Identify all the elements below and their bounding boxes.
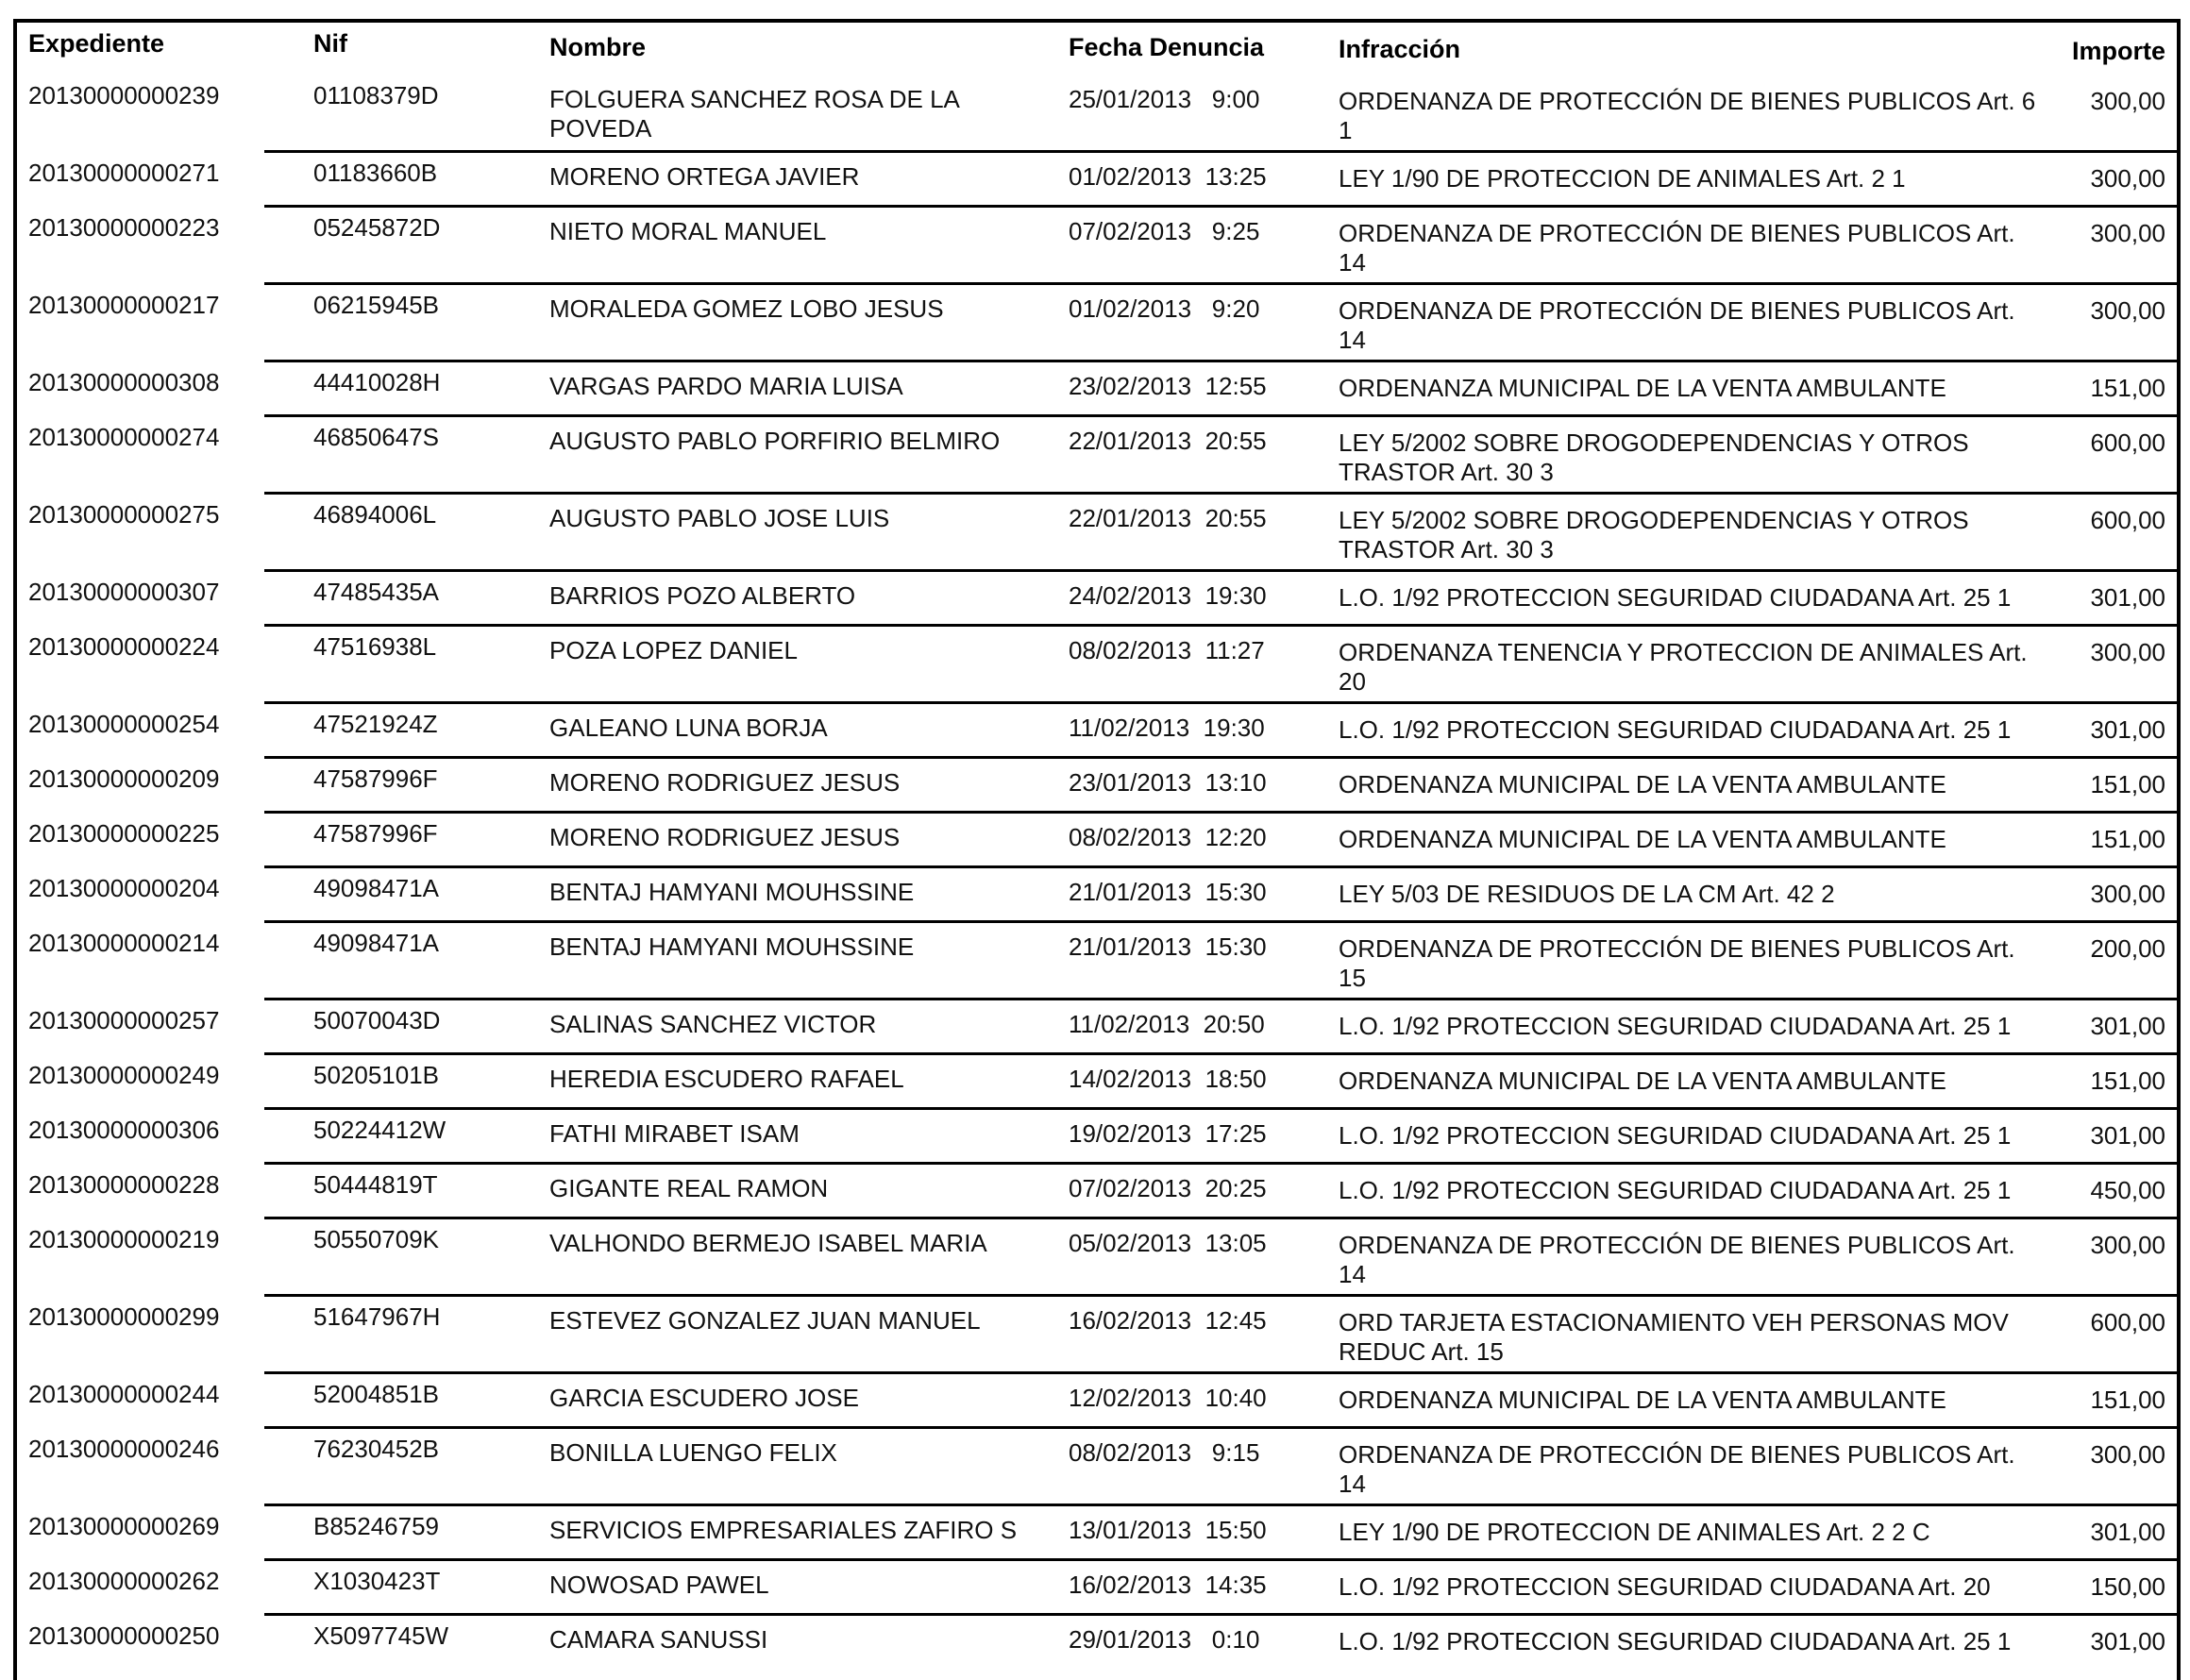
table-row	[17, 1219, 2177, 1297]
cell-nombre: FOLGUERA SANCHEZ ROSA DE LA POVEDA	[549, 85, 959, 143]
cell-nif: X1030423T	[313, 1567, 441, 1595]
cell-fecha: 11/02/2013 19:30	[1069, 714, 1265, 742]
cell-nif: 46850647S	[313, 423, 440, 451]
cell-fecha: 29/01/2013 0:10	[1069, 1625, 1260, 1654]
cell-nif: 50070043D	[313, 1006, 441, 1034]
cell-nombre: BENTAJ HAMYANI MOUHSSINE	[549, 932, 915, 961]
cell-fecha: 11/02/2013 20:50	[1069, 1010, 1265, 1038]
cell-expediente: 20130000000257	[28, 1006, 220, 1034]
header-nif: Nif	[313, 29, 347, 58]
cell-nif: 47521924Z	[313, 710, 438, 738]
cell-nif: 49098471A	[313, 874, 440, 902]
cell-fecha: 16/02/2013 12:45	[1069, 1306, 1267, 1335]
cell-infraccion: L.O. 1/92 PROTECCION SEGURIDAD CIUDADANA Art. 25 1	[1339, 1121, 2012, 1150]
cell-importe: 300,00	[2090, 1440, 2165, 1469]
cell-infraccion: ORDENANZA DE PROTECCIÓN DE BIENES PUBLICOS Art. 6 1	[1339, 87, 2036, 144]
cell-nif: 46894006L	[313, 500, 437, 529]
cell-expediente: 20130000000269	[28, 1512, 220, 1540]
cell-infraccion: LEY 5/2002 SOBRE DROGODEPENDENCIAS Y OTROS TRASTOR Art. 30 3	[1339, 428, 1969, 486]
table-row	[17, 1506, 2177, 1561]
cell-expediente: 20130000000275	[28, 500, 220, 529]
table-header	[17, 23, 2177, 76]
cell-importe: 301,00	[2090, 583, 2165, 612]
cell-importe: 450,00	[2090, 1176, 2165, 1204]
cell-expediente: 20130000000214	[28, 929, 220, 957]
cell-nif: 51647967H	[313, 1302, 441, 1331]
cell-nombre: AUGUSTO PABLO JOSE LUIS	[549, 504, 890, 532]
table-row	[17, 1165, 2177, 1219]
cell-nif: 47587996F	[313, 764, 438, 793]
table-row	[17, 1374, 2177, 1429]
cell-nombre: NIETO MORAL MANUEL	[549, 217, 827, 245]
cell-infraccion: ORDENANZA DE PROTECCIÓN DE BIENES PUBLICOS Art. 15	[1339, 934, 2015, 992]
cell-fecha: 21/01/2013 15:30	[1069, 878, 1267, 906]
header-infraccion: Infracción	[1339, 35, 1461, 63]
cell-nif: 50205101B	[313, 1061, 440, 1089]
cell-importe: 301,00	[2090, 1627, 2165, 1655]
cell-importe: 600,00	[2090, 428, 2165, 457]
cell-importe: 600,00	[2090, 1308, 2165, 1336]
cell-importe: 151,00	[2090, 374, 2165, 402]
cell-nombre: HEREDIA ESCUDERO RAFAEL	[549, 1065, 904, 1093]
cell-expediente: 20130000000306	[28, 1116, 220, 1144]
table-row	[17, 208, 2177, 285]
cell-expediente: 20130000000307	[28, 578, 220, 606]
cell-nombre: SALINAS SANCHEZ VICTOR	[549, 1010, 877, 1038]
cell-importe: 200,00	[2090, 934, 2165, 963]
cell-nif: 52004851B	[313, 1380, 440, 1408]
cell-expediente: 20130000000217	[28, 291, 220, 319]
cell-expediente: 20130000000244	[28, 1380, 220, 1408]
cell-fecha: 22/01/2013 20:55	[1069, 504, 1267, 532]
cell-infraccion: LEY 5/2002 SOBRE DROGODEPENDENCIAS Y OTROS TRASTOR Art. 30 3	[1339, 506, 1969, 563]
cell-infraccion: ORDENANZA MUNICIPAL DE LA VENTA AMBULANTE	[1339, 825, 1946, 853]
cell-expediente: 20130000000223	[28, 213, 220, 242]
cell-infraccion: L.O. 1/92 PROTECCION SEGURIDAD CIUDADANA Art. 25 1	[1339, 1627, 2012, 1655]
table-row	[17, 572, 2177, 627]
cell-importe: 300,00	[2090, 1231, 2165, 1259]
cell-nombre: ESTEVEZ GONZALEZ JUAN MANUEL	[549, 1306, 981, 1335]
table-row	[17, 153, 2177, 208]
cell-expediente: 20130000000250	[28, 1621, 220, 1650]
cell-importe: 151,00	[2090, 1067, 2165, 1095]
cell-nombre: MORENO ORTEGA JAVIER	[549, 162, 860, 191]
table-row	[17, 1616, 2177, 1671]
infractions-table	[13, 19, 2181, 1680]
table-row	[17, 627, 2177, 704]
cell-fecha: 14/02/2013 18:50	[1069, 1065, 1267, 1093]
cell-expediente: 20130000000271	[28, 159, 220, 187]
cell-expediente: 20130000000209	[28, 764, 220, 793]
cell-nif: 47485435A	[313, 578, 440, 606]
cell-fecha: 13/01/2013 15:50	[1069, 1516, 1267, 1544]
cell-fecha: 01/02/2013 9:20	[1069, 294, 1260, 323]
cell-infraccion: ORDENANZA DE PROTECCIÓN DE BIENES PUBLICOS Art. 14	[1339, 1440, 2015, 1498]
cell-fecha: 16/02/2013 14:35	[1069, 1571, 1267, 1599]
cell-infraccion: ORDENANZA DE PROTECCIÓN DE BIENES PUBLICOS Art. 14	[1339, 219, 2015, 277]
cell-fecha: 22/01/2013 20:55	[1069, 427, 1267, 455]
cell-fecha: 01/02/2013 13:25	[1069, 162, 1267, 191]
cell-nombre: BONILLA LUENGO FELIX	[549, 1438, 837, 1467]
cell-nif: 01183660B	[313, 159, 438, 187]
cell-nombre: SERVICIOS EMPRESARIALES ZAFIRO S	[549, 1516, 1018, 1544]
cell-fecha: 08/02/2013 9:15	[1069, 1438, 1260, 1467]
cell-nif: 50550709K	[313, 1225, 440, 1253]
cell-nombre: POZA LOPEZ DANIEL	[549, 636, 798, 664]
cell-nombre: MORENO RODRIGUEZ JESUS	[549, 768, 901, 797]
cell-nif: 76230452B	[313, 1435, 440, 1463]
cell-importe: 300,00	[2090, 219, 2165, 247]
table-row	[17, 868, 2177, 923]
cell-expediente: 20130000000239	[28, 81, 220, 109]
cell-nif: 49098471A	[313, 929, 440, 957]
cell-expediente: 20130000000274	[28, 423, 220, 451]
cell-infraccion: LEY 5/03 DE RESIDUOS DE LA CM Art. 42 2	[1339, 880, 1835, 908]
table-body	[17, 76, 2177, 1671]
cell-infraccion: ORDENANZA MUNICIPAL DE LA VENTA AMBULANTE	[1339, 770, 1946, 798]
cell-importe: 301,00	[2090, 1518, 2165, 1546]
cell-infraccion: ORDENANZA DE PROTECCIÓN DE BIENES PUBLICOS Art. 14	[1339, 296, 2015, 354]
table-row	[17, 1297, 2177, 1374]
cell-fecha: 24/02/2013 19:30	[1069, 581, 1267, 610]
cell-fecha: 05/02/2013 13:05	[1069, 1229, 1267, 1257]
cell-expediente: 20130000000299	[28, 1302, 220, 1331]
cell-infraccion: L.O. 1/92 PROTECCION SEGURIDAD CIUDADANA Art. 25 1	[1339, 583, 2012, 612]
header-fecha-denuncia: Fecha Denuncia	[1069, 33, 1265, 61]
cell-importe: 301,00	[2090, 1012, 2165, 1040]
cell-fecha: 23/02/2013 12:55	[1069, 372, 1267, 400]
cell-expediente: 20130000000308	[28, 368, 220, 396]
cell-fecha: 23/01/2013 13:10	[1069, 768, 1267, 797]
table-row	[17, 1429, 2177, 1506]
cell-nombre: MORALEDA GOMEZ LOBO JESUS	[549, 294, 944, 323]
cell-nombre: GALEANO LUNA BORJA	[549, 714, 828, 742]
cell-infraccion: L.O. 1/92 PROTECCION SEGURIDAD CIUDADANA Art. 25 1	[1339, 1176, 2012, 1204]
table-row	[17, 814, 2177, 868]
cell-infraccion: ORDENANZA MUNICIPAL DE LA VENTA AMBULANTE	[1339, 1386, 1946, 1414]
cell-nombre: BARRIOS POZO ALBERTO	[549, 581, 856, 610]
cell-fecha: 21/01/2013 15:30	[1069, 932, 1267, 961]
cell-nombre: GARCIA ESCUDERO JOSE	[549, 1384, 859, 1412]
cell-nif: 50444819T	[313, 1170, 438, 1199]
cell-importe: 301,00	[2090, 1121, 2165, 1150]
cell-nombre: VARGAS PARDO MARIA LUISA	[549, 372, 903, 400]
cell-expediente: 20130000000254	[28, 710, 220, 738]
table-row	[17, 704, 2177, 759]
table-row	[17, 1110, 2177, 1165]
cell-importe: 151,00	[2090, 770, 2165, 798]
cell-infraccion: ORDENANZA MUNICIPAL DE LA VENTA AMBULANTE	[1339, 374, 1946, 402]
cell-importe: 600,00	[2090, 506, 2165, 534]
cell-fecha: 08/02/2013 11:27	[1069, 636, 1265, 664]
cell-nif: 50224412W	[313, 1116, 446, 1144]
cell-expediente: 20130000000204	[28, 874, 220, 902]
table-row	[17, 923, 2177, 1000]
cell-nif: 06215945B	[313, 291, 440, 319]
table-row	[17, 417, 2177, 495]
cell-importe: 300,00	[2090, 164, 2165, 193]
cell-nombre: VALHONDO BERMEJO ISABEL MARIA	[549, 1229, 987, 1257]
cell-nif: 47516938L	[313, 632, 437, 661]
cell-fecha: 08/02/2013 12:20	[1069, 823, 1267, 851]
table-row	[17, 1000, 2177, 1055]
cell-infraccion: LEY 1/90 DE PROTECCION DE ANIMALES Art. 2 1	[1339, 164, 1906, 193]
cell-fecha: 07/02/2013 9:25	[1069, 217, 1260, 245]
header-expediente: Expediente	[28, 29, 165, 58]
cell-expediente: 20130000000225	[28, 819, 220, 848]
table-row	[17, 1561, 2177, 1616]
cell-fecha: 12/02/2013 10:40	[1069, 1384, 1267, 1412]
cell-nombre: AUGUSTO PABLO PORFIRIO BELMIRO	[549, 427, 1001, 455]
cell-infraccion: ORDENANZA DE PROTECCIÓN DE BIENES PUBLICOS Art. 14	[1339, 1231, 2015, 1288]
table-row	[17, 285, 2177, 362]
cell-nombre: GIGANTE REAL RAMON	[549, 1174, 829, 1202]
cell-infraccion: L.O. 1/92 PROTECCION SEGURIDAD CIUDADANA Art. 25 1	[1339, 1012, 2012, 1040]
cell-infraccion: ORDENANZA MUNICIPAL DE LA VENTA AMBULANTE	[1339, 1067, 1946, 1095]
cell-importe: 301,00	[2090, 715, 2165, 744]
cell-importe: 300,00	[2090, 87, 2165, 115]
header-nombre: Nombre	[549, 33, 647, 61]
cell-nombre: CAMARA SANUSSI	[549, 1625, 768, 1654]
cell-nif: 05245872D	[313, 213, 441, 242]
cell-infraccion: ORD TARJETA ESTACIONAMIENTO VEH PERSONAS MOV REDUC Art. 15	[1339, 1308, 2009, 1366]
cell-expediente: 20130000000224	[28, 632, 220, 661]
table-row	[17, 76, 2177, 153]
cell-importe: 151,00	[2090, 825, 2165, 853]
cell-nombre: BENTAJ HAMYANI MOUHSSINE	[549, 878, 915, 906]
cell-fecha: 25/01/2013 9:00	[1069, 85, 1260, 113]
table-row	[17, 759, 2177, 814]
cell-infraccion: L.O. 1/92 PROTECCION SEGURIDAD CIUDADANA Art. 25 1	[1339, 715, 2012, 744]
cell-importe: 300,00	[2090, 296, 2165, 325]
table-row	[17, 495, 2177, 572]
cell-expediente: 20130000000219	[28, 1225, 220, 1253]
cell-expediente: 20130000000249	[28, 1061, 220, 1089]
cell-importe: 150,00	[2090, 1572, 2165, 1601]
cell-nif: X5097745W	[313, 1621, 449, 1650]
cell-nif: 44410028H	[313, 368, 441, 396]
cell-expediente: 20130000000262	[28, 1567, 220, 1595]
cell-nif: 01108379D	[313, 81, 439, 109]
cell-expediente: 20130000000228	[28, 1170, 220, 1199]
table-row	[17, 362, 2177, 417]
cell-nombre: FATHI MIRABET ISAM	[549, 1119, 800, 1148]
cell-importe: 300,00	[2090, 880, 2165, 908]
cell-infraccion: ORDENANZA TENENCIA Y PROTECCION DE ANIMALES Art. 20	[1339, 638, 2028, 696]
cell-fecha: 07/02/2013 20:25	[1069, 1174, 1267, 1202]
cell-nombre: NOWOSAD PAWEL	[549, 1571, 769, 1599]
cell-nif: B85246759	[313, 1512, 440, 1540]
cell-importe: 300,00	[2090, 638, 2165, 666]
cell-infraccion: LEY 1/90 DE PROTECCION DE ANIMALES Art. 2 2 C	[1339, 1518, 1930, 1546]
cell-fecha: 19/02/2013 17:25	[1069, 1119, 1267, 1148]
cell-nombre: MORENO RODRIGUEZ JESUS	[549, 823, 901, 851]
table-row	[17, 1055, 2177, 1110]
cell-importe: 151,00	[2090, 1386, 2165, 1414]
cell-nif: 47587996F	[313, 819, 438, 848]
cell-expediente: 20130000000246	[28, 1435, 220, 1463]
cell-infraccion: L.O. 1/92 PROTECCION SEGURIDAD CIUDADANA Art. 20	[1339, 1572, 1991, 1601]
header-importe: Importe	[2071, 37, 2165, 65]
